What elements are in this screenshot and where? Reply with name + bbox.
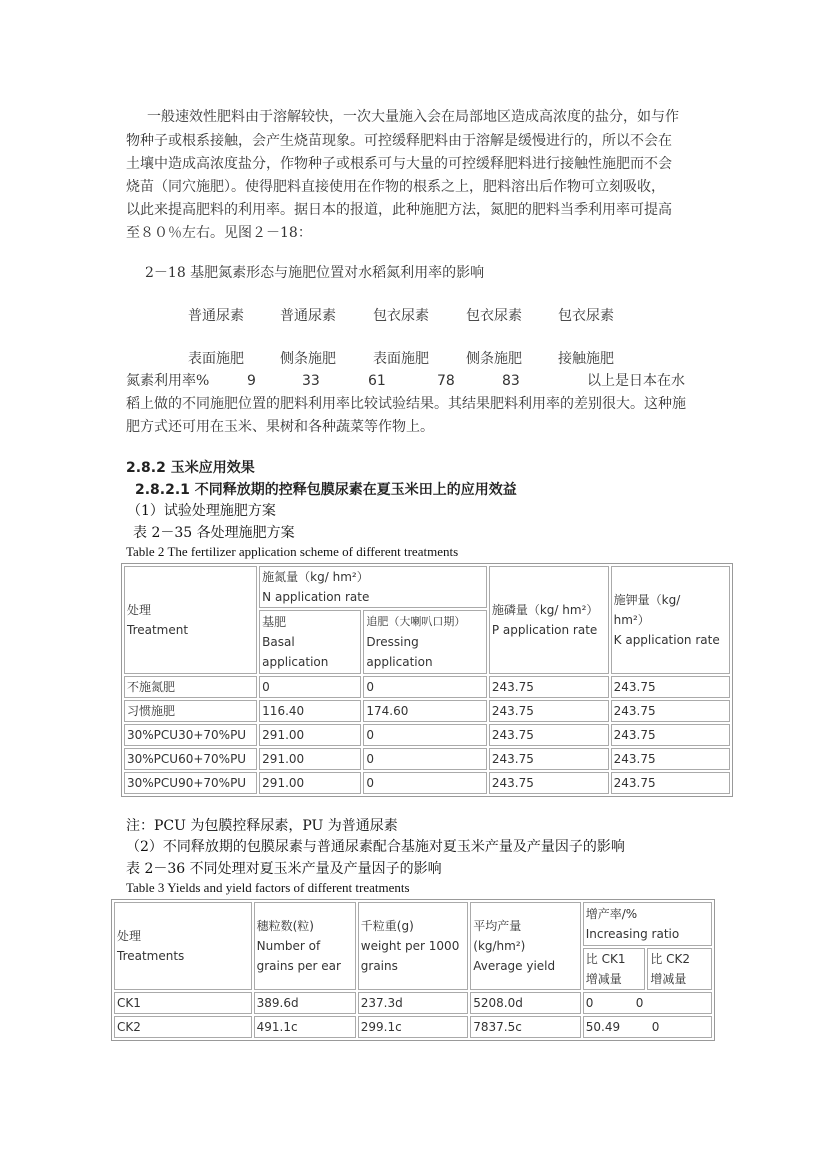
header-yield-unit: (kg/hm²) (473, 939, 526, 953)
cell-increase (583, 992, 712, 1014)
cell-basal: 0 (259, 676, 361, 698)
figure-title: 2－18 基肥氮素形态与施肥位置对水稻氮利用率的影响 (145, 265, 485, 281)
cell-p: 243.75 (489, 748, 609, 770)
form-label-1: 普通尿素 (188, 308, 244, 324)
item-2-heading: （2）不同释放期的包膜尿素与普通尿素配合基施对夏玉米产量及产量因子的影响 (126, 839, 625, 855)
table-row (124, 700, 730, 722)
cell-k: 243.75 (611, 700, 730, 722)
table-note: 注：PCU 为包膜控释尿素，PU 为普通尿素 (126, 818, 398, 834)
header-treatments-en: Treatments (117, 949, 185, 963)
cell-increase (583, 1016, 712, 1038)
cell-vs-ck1: 0 (585, 996, 594, 1010)
header-treatment-cn: 处理 (127, 603, 152, 617)
rate-value-2: 33 (302, 373, 320, 389)
header-p-rate-cn: 施磷量（kg/ hm²） (491, 603, 599, 617)
cell-treatment: 30%PCU90+70%PU (124, 772, 257, 794)
form-label-5: 包衣尿素 (558, 308, 614, 324)
header-dressing-en-1: Dressing (366, 635, 419, 649)
header-yield (470, 902, 581, 990)
table-row (124, 676, 730, 698)
header-grains-en-1: Number of (256, 939, 321, 953)
header-n-rate-cn: 施氮量（kg/ hm²） (262, 570, 369, 584)
cell-yield: 7837.5c (470, 1016, 581, 1038)
header-dressing-en-2: application (366, 655, 433, 669)
cell-treatment: 30%PCU30+70%PU (124, 724, 257, 746)
rate-value-3: 61 (368, 373, 386, 389)
intro-line-1: 一般速效性肥料由于溶解较快，一次大量施入会在局部地区造成高浓度的盐分，如与作 (147, 109, 679, 125)
header-treatments (114, 902, 252, 990)
cell-p: 243.75 (489, 676, 609, 698)
cell-kernel-weight: 237.3d (358, 992, 469, 1014)
item-1-heading: （1）试验处理施肥方案 (127, 503, 276, 519)
header-increase (583, 902, 712, 946)
header-k-rate-cn-2: hm²） (613, 613, 650, 627)
header-treatment (124, 566, 257, 674)
header-treatments-cn: 处理 (117, 929, 142, 943)
position-label-3: 表面施肥 (373, 351, 429, 367)
rate-value-4: 78 (437, 373, 455, 389)
yield-factors-table (111, 899, 715, 1041)
cell-vs-ck1: 50.49 (585, 1020, 621, 1034)
intro-line-5: 以此来提高肥料的利用率。据日本的报道，此种施肥方法，氮肥的肥料当季利用率可提高 (126, 202, 672, 218)
header-vs-ck1-2: 增减量 (585, 972, 622, 986)
table-35-caption-cn: 表 2－35 各处理施肥方案 (133, 525, 295, 541)
table-row (124, 748, 730, 770)
cell-k: 243.75 (611, 772, 730, 794)
cell-dressing: 174.60 (363, 700, 486, 722)
header-k-rate (611, 566, 730, 674)
cell-dressing: 0 (363, 748, 486, 770)
form-label-4: 包衣尿素 (466, 308, 522, 324)
rate-value-1: 9 (247, 373, 256, 389)
header-dressing-cn: 追肥（大喇叭口期） (366, 615, 466, 628)
header-p-rate-en: P application rate (491, 623, 598, 637)
section-heading-2-8-2-1: 2.8.2.1 不同释放期的控释包膜尿素在夏玉米田上的应用效益 (135, 482, 517, 498)
header-n-rate (259, 566, 487, 608)
cell-k: 243.75 (611, 724, 730, 746)
header-increase-cn: 增产率/% (585, 907, 638, 921)
section-heading-2-8-2: 2.8.2 玉米应用效果 (126, 460, 255, 476)
intro-line-3: 土壤中造成高浓度盐分，作物种子或根系可与大量的可控缓释肥料进行接触性施肥而不会 (126, 156, 672, 172)
cell-k: 243.75 (611, 676, 730, 698)
cell-basal: 291.00 (259, 724, 361, 746)
rate-label: 氮素利用率% (126, 373, 210, 389)
header-yield-cn: 平均产量 (473, 919, 522, 933)
table-row (114, 1016, 712, 1038)
form-label-2: 普通尿素 (280, 308, 336, 324)
cell-basal: 291.00 (259, 748, 361, 770)
header-p-rate (489, 566, 609, 674)
header-k-rate-cn-1: 施钾量（kg/ (613, 593, 681, 607)
cell-p: 243.75 (489, 772, 609, 794)
form-label-3: 包衣尿素 (373, 308, 429, 324)
table-row (124, 772, 730, 794)
fertilizer-scheme-table (121, 563, 733, 797)
table-row (114, 992, 712, 1014)
header-increase-en: Increasing ratio (585, 927, 680, 941)
cell-dressing: 0 (363, 772, 486, 794)
cell-treatment: 习惯施肥 (124, 700, 257, 722)
header-kernel-weight-en-1: weight per 1000 (360, 939, 460, 953)
table-36-caption-cn: 表 2－36 不同处理对夏玉米产量及产量因子的影响 (126, 861, 442, 877)
header-kernel-weight-en-2: grains (360, 959, 398, 973)
position-label-5: 接触施肥 (558, 351, 614, 367)
cell-k: 243.75 (611, 748, 730, 770)
position-label-4: 侧条施肥 (466, 351, 522, 367)
cell-dressing: 0 (363, 676, 486, 698)
header-treatment-en: Treatment (127, 623, 189, 637)
position-label-1: 表面施肥 (188, 351, 244, 367)
position-label-2: 侧条施肥 (280, 351, 336, 367)
table-35-caption-en: Table 2 The fertilizer application scheme of different treatments (126, 544, 459, 559)
result-line-3: 肥方式还可用在玉米、果树和各种蔬菜等作物上。 (126, 419, 434, 435)
header-k-rate-en: K application rate (613, 633, 720, 647)
header-vs-ck1 (583, 948, 646, 990)
header-dressing (363, 610, 486, 674)
cell-kernel-weight: 299.1c (358, 1016, 469, 1038)
cell-p: 243.75 (489, 700, 609, 722)
cell-treatment: CK1 (114, 992, 252, 1014)
header-n-rate-en: N application rate (262, 590, 370, 604)
cell-dressing: 0 (363, 724, 486, 746)
rate-value-5: 83 (502, 373, 520, 389)
header-vs-ck2-1: 比 CK2 (650, 952, 691, 966)
result-text-start: 以上是日本在水 (587, 373, 685, 389)
cell-yield: 5208.0d (470, 992, 581, 1014)
header-basal-cn: 基肥 (262, 615, 287, 629)
cell-grains: 491.1c (254, 1016, 356, 1038)
header-kernel-weight (358, 902, 469, 990)
header-grains-en-2: grains per ear (256, 959, 341, 973)
header-basal (259, 610, 361, 674)
cell-treatment: 不施氮肥 (124, 676, 257, 698)
cell-vs-ck2: 0 (635, 996, 644, 1010)
header-vs-ck2 (647, 948, 712, 990)
cell-treatment: 30%PCU60+70%PU (124, 748, 257, 770)
header-grains-cn: 穗粒数(粒) (256, 919, 314, 933)
intro-line-2: 物种子或根系接触，会产生烧苗现象。可控缓释肥料由于溶解是缓慢进行的，所以不会在 (126, 133, 672, 149)
header-basal-en-2: application (262, 655, 329, 669)
header-grains (254, 902, 356, 990)
header-yield-en: Average yield (473, 959, 556, 973)
header-basal-en-1: Basal (262, 635, 295, 649)
result-line-2: 稻上做的不同施肥位置的肥料利用率比较试验结果。其结果肥料利用率的差别很大。这种施 (126, 396, 686, 412)
header-vs-ck1-1: 比 CK1 (585, 952, 626, 966)
cell-vs-ck2: 0 (651, 1020, 660, 1034)
cell-p: 243.75 (489, 724, 609, 746)
cell-basal: 116.40 (259, 700, 361, 722)
intro-line-6: 至８０％左右。见图２－18： (126, 225, 312, 241)
header-vs-ck2-2: 增减量 (650, 972, 687, 986)
intro-line-4: 烧苗（同穴施肥）。使得肥料直接使用在作物的根系之上，肥料溶出后作物可立刻吸收， (126, 179, 665, 195)
table-row (124, 724, 730, 746)
cell-grains: 389.6d (254, 992, 356, 1014)
cell-treatment: CK2 (114, 1016, 252, 1038)
header-kernel-weight-cn: 千粒重(g) (360, 919, 414, 933)
cell-basal: 291.00 (259, 772, 361, 794)
table-36-caption-en: Table 3 Yields and yield factors of different treatments (126, 880, 410, 895)
